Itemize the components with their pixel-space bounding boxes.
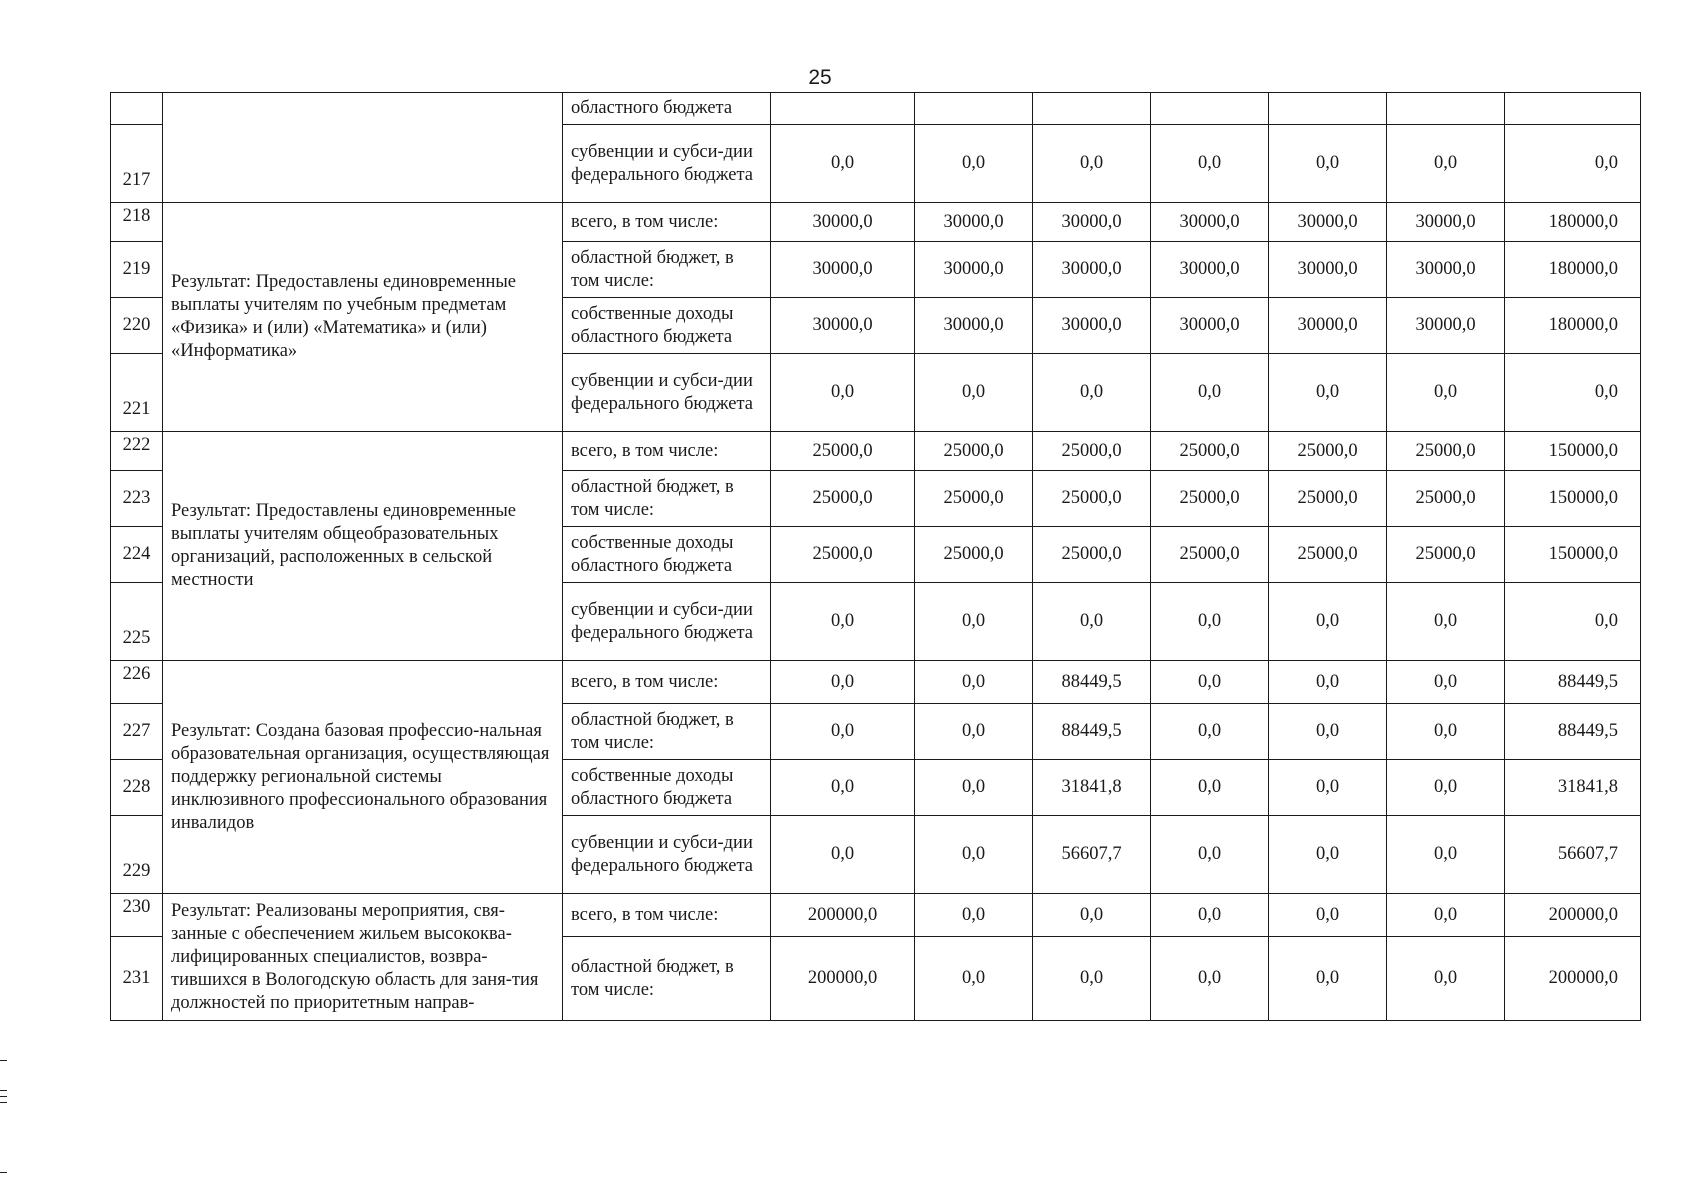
amount-cell: 0,0 [915,704,1033,760]
row-number: 229 [111,816,163,894]
amount-cell: 25000,0 [1269,471,1387,527]
amount-cell: 25000,0 [915,471,1033,527]
amount-cell: 0,0 [915,760,1033,816]
amount-cell: 200000,0 [771,937,915,1021]
amount-cell: 0,0 [1033,937,1151,1021]
row-number: 218 [111,203,163,242]
funding-source: собственные доходы областного бюджета [563,298,771,354]
amount-cell: 0,0 [1505,125,1641,203]
row-number: 226 [111,661,163,704]
amount-cell: 200000,0 [1505,937,1641,1021]
row-number: 228 [111,760,163,816]
amount-cell: 0,0 [1151,937,1269,1021]
amount-cell: 180000,0 [1505,298,1641,354]
row-number: 222 [111,432,163,471]
result-description: Результат: Предоставлены единовременные выплаты учителям по учебным предметам «Физика» и (или) «Математика» и (или) «Информатика» [163,203,563,432]
amount-cell: 0,0 [771,661,915,704]
amount-cell: 0,0 [1387,760,1505,816]
row-number: 217 [111,125,163,203]
amount-cell: 0,0 [771,354,915,432]
amount-cell: 150000,0 [1505,527,1641,583]
budget-table [110,92,1641,1021]
funding-source: всего, в том числе: [563,661,771,704]
amount-cell [1387,93,1505,125]
row-number: 231 [111,937,163,1021]
amount-cell: 0,0 [1387,583,1505,661]
amount-cell [1505,93,1641,125]
margin-mark [0,1060,7,1061]
amount-cell: 56607,7 [1033,816,1151,894]
amount-cell: 88449,5 [1505,704,1641,760]
result-description: Результат: Предоставлены единовременные выплаты учителям общеобразовательных организаций, расположенных в сельской местности [163,432,563,661]
amount-cell: 30000,0 [1033,298,1151,354]
amount-cell [1151,93,1269,125]
amount-cell: 0,0 [1387,704,1505,760]
amount-cell: 0,0 [915,816,1033,894]
amount-cell: 0,0 [1387,661,1505,704]
amount-cell: 88449,5 [1033,704,1151,760]
amount-cell: 25000,0 [915,527,1033,583]
amount-cell: 0,0 [915,125,1033,203]
table-row [111,432,1641,471]
amount-cell: 25000,0 [1151,471,1269,527]
amount-cell: 25000,0 [1033,432,1151,471]
amount-cell: 0,0 [1151,894,1269,937]
margin-mark [0,1096,7,1097]
row-number: 221 [111,354,163,432]
amount-cell: 25000,0 [1151,432,1269,471]
funding-source: областной бюджет, в том числе: [563,937,771,1021]
amount-cell: 0,0 [1269,816,1387,894]
amount-cell: 25000,0 [771,527,915,583]
amount-cell: 0,0 [1269,583,1387,661]
amount-cell: 30000,0 [1269,298,1387,354]
amount-cell: 180000,0 [1505,242,1641,298]
amount-cell: 0,0 [1151,760,1269,816]
amount-cell: 25000,0 [771,432,915,471]
amount-cell: 0,0 [1033,894,1151,937]
amount-cell: 0,0 [1269,760,1387,816]
table-row [111,894,1641,937]
amount-cell: 0,0 [915,661,1033,704]
amount-cell: 0,0 [1151,125,1269,203]
funding-source: областной бюджет, в том числе: [563,242,771,298]
amount-cell: 31841,8 [1505,760,1641,816]
amount-cell: 30000,0 [771,298,915,354]
amount-cell: 30000,0 [1033,242,1151,298]
amount-cell: 0,0 [1387,354,1505,432]
row-number: 227 [111,704,163,760]
amount-cell: 0,0 [1151,583,1269,661]
row-number: 220 [111,298,163,354]
amount-cell: 30000,0 [771,203,915,242]
amount-cell: 30000,0 [1387,242,1505,298]
amount-cell: 88449,5 [1033,661,1151,704]
amount-cell: 31841,8 [1033,760,1151,816]
amount-cell: 0,0 [771,760,915,816]
row-number [111,93,163,125]
funding-source: всего, в том числе: [563,894,771,937]
amount-cell: 0,0 [1387,937,1505,1021]
amount-cell: 0,0 [1033,354,1151,432]
amount-cell [1269,93,1387,125]
amount-cell: 25000,0 [1033,471,1151,527]
funding-source: субвенции и субси-дии федерального бюджета [563,583,771,661]
amount-cell: 0,0 [771,125,915,203]
amount-cell: 200000,0 [1505,894,1641,937]
amount-cell: 0,0 [1269,937,1387,1021]
table-row [111,661,1641,704]
result-description: Результат: Создана базовая профессио-нальная образовательная организация, осуществляющая поддержку региональной системы инклюзивного профессионального образования инвалидов [163,661,563,894]
amount-cell: 25000,0 [1269,432,1387,471]
margin-mark [0,1102,7,1103]
amount-cell: 30000,0 [1269,203,1387,242]
amount-cell: 0,0 [1505,354,1641,432]
amount-cell: 150000,0 [1505,471,1641,527]
amount-cell: 56607,7 [1505,816,1641,894]
page-number: 25 [808,66,832,89]
amount-cell: 0,0 [1151,354,1269,432]
amount-cell: 30000,0 [1151,242,1269,298]
row-number: 219 [111,242,163,298]
amount-cell: 25000,0 [1033,527,1151,583]
amount-cell: 0,0 [1505,583,1641,661]
table-row [111,203,1641,242]
row-number: 230 [111,894,163,937]
funding-source: субвенции и субси-дии федерального бюджета [563,125,771,203]
funding-source: собственные доходы областного бюджета [563,527,771,583]
funding-source: областной бюджет, в том числе: [563,471,771,527]
funding-source: всего, в том числе: [563,203,771,242]
amount-cell: 0,0 [1151,661,1269,704]
funding-source: всего, в том числе: [563,432,771,471]
amount-cell: 30000,0 [1387,203,1505,242]
amount-cell: 0,0 [1269,894,1387,937]
amount-cell: 0,0 [1033,125,1151,203]
amount-cell: 180000,0 [1505,203,1641,242]
amount-cell: 0,0 [771,704,915,760]
amount-cell: 25000,0 [1387,527,1505,583]
amount-cell: 30000,0 [915,203,1033,242]
amount-cell: 0,0 [1269,661,1387,704]
amount-cell: 0,0 [1151,816,1269,894]
amount-cell: 25000,0 [915,432,1033,471]
amount-cell: 0,0 [915,894,1033,937]
amount-cell [1033,93,1151,125]
row-number: 224 [111,527,163,583]
amount-cell: 0,0 [915,583,1033,661]
amount-cell: 30000,0 [771,242,915,298]
funding-source: субвенции и субси-дии федерального бюджета [563,354,771,432]
table-row [111,93,1641,125]
amount-cell: 200000,0 [771,894,915,937]
amount-cell: 0,0 [1387,816,1505,894]
amount-cell: 0,0 [1033,583,1151,661]
margin-mark [0,1090,7,1091]
amount-cell: 150000,0 [1505,432,1641,471]
funding-source: областного бюджета [563,93,771,125]
amount-cell: 30000,0 [915,242,1033,298]
amount-cell: 0,0 [1269,354,1387,432]
amount-cell: 0,0 [1387,894,1505,937]
amount-cell: 25000,0 [1387,471,1505,527]
amount-cell: 0,0 [915,354,1033,432]
row-number: 223 [111,471,163,527]
amount-cell: 25000,0 [1387,432,1505,471]
amount-cell: 25000,0 [1269,527,1387,583]
amount-cell: 0,0 [1151,704,1269,760]
amount-cell: 30000,0 [1151,298,1269,354]
amount-cell [771,93,915,125]
amount-cell: 25000,0 [1151,527,1269,583]
amount-cell: 30000,0 [1269,242,1387,298]
amount-cell: 0,0 [1269,125,1387,203]
amount-cell: 30000,0 [915,298,1033,354]
amount-cell: 0,0 [771,816,915,894]
margin-mark [0,1172,7,1173]
row-number: 225 [111,583,163,661]
amount-cell: 25000,0 [771,471,915,527]
amount-cell: 88449,5 [1505,661,1641,704]
funding-source: собственные доходы областного бюджета [563,760,771,816]
amount-cell: 30000,0 [1033,203,1151,242]
result-description [163,93,563,203]
funding-source: субвенции и субси-дии федерального бюджета [563,816,771,894]
amount-cell: 0,0 [915,937,1033,1021]
amount-cell: 0,0 [771,583,915,661]
result-description: Результат: Реализованы мероприятия, свя-занные с обеспечением жильем высококва-лифицированных специалистов, возвра-тившихся в Вологодскую область для заня-тия должностей по приоритетным направ- [163,894,563,1021]
amount-cell: 30000,0 [1151,203,1269,242]
amount-cell: 30000,0 [1387,298,1505,354]
amount-cell: 0,0 [1269,704,1387,760]
funding-source: областной бюджет, в том числе: [563,704,771,760]
amount-cell [915,93,1033,125]
amount-cell: 0,0 [1387,125,1505,203]
